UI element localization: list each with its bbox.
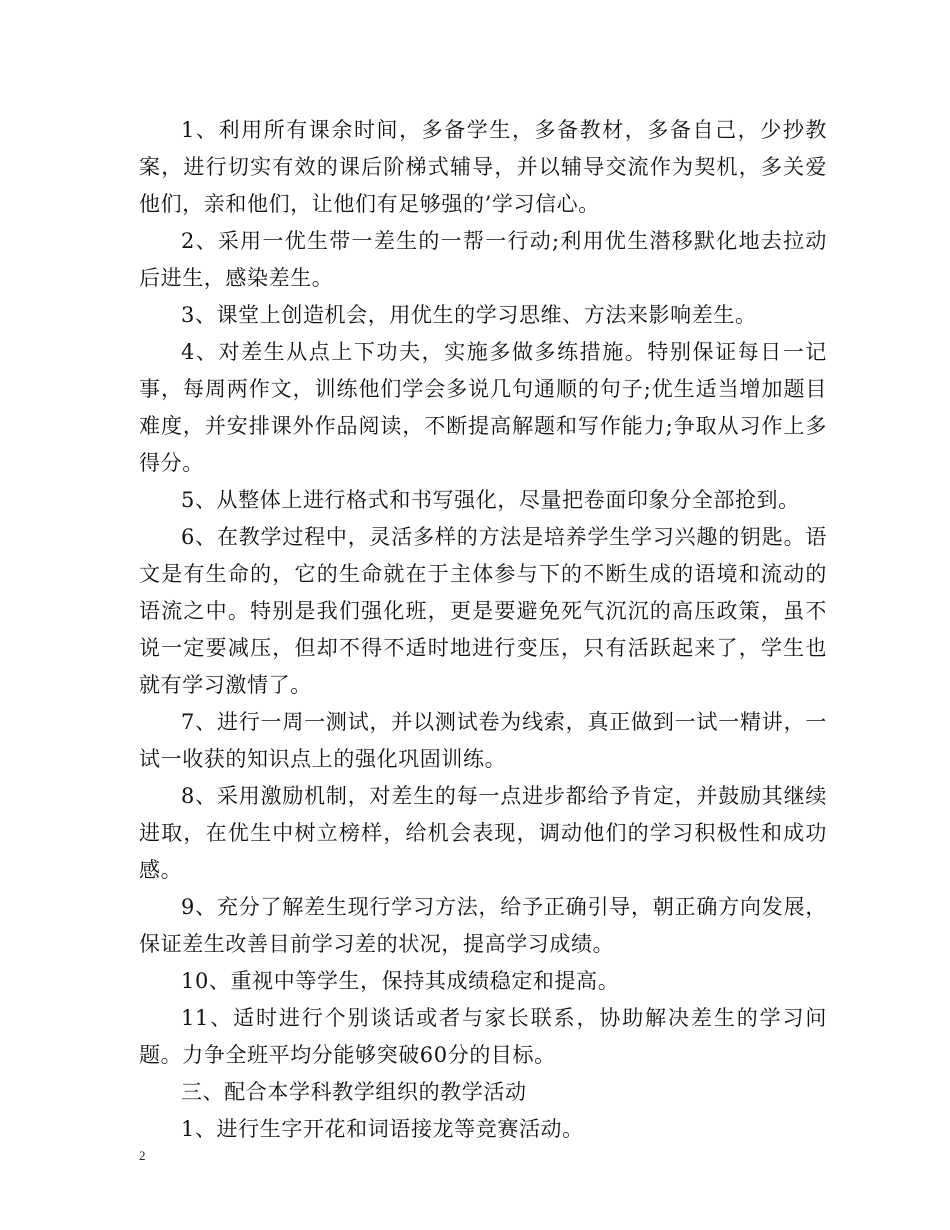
paragraph-5: 5、从整体上进行格式和书写强化，尽量把卷面印象分全部抢到。 [181, 488, 800, 512]
paragraph-11: 11、适时进行个别谈话或者与家长联系，协助解决差生的学习问题。力争全班平均分能够突破60分的目标。 [139, 1006, 827, 1067]
section-heading: 三、配合本学科教学组织的教学活动 [181, 1080, 527, 1104]
document-body [139, 112, 827, 1148]
paragraph-12: 1、进行生字开花和词语接龙等竞赛活动。 [181, 1117, 584, 1141]
paragraph-10: 10、重视中等学生，保持其成绩稳定和提高。 [181, 969, 620, 993]
paragraph-1: 1、利用所有课余时间，多备学生，多备教材，多备自己，少抄教案，进行切实有效的课后阶梯式辅导，并以辅导交流作为契机，多关爱他们，亲和他们，让他们有足够强的’学习信心。 [139, 118, 827, 216]
paragraph-7: 7、进行一周一测试，并以测试卷为线索，真正做到一试一精讲，一试一收获的知识点上的强化巩固训练。 [139, 710, 827, 771]
paragraph-6: 6、在教学过程中，灵活多样的方法是培养学生学习兴趣的钥匙。语文是有生命的，它的生命就在于主体参与下的不断生成的语境和流动的语流之中。特别是我们强化班，更是要避免死气沉沉的高压政策，虽不说一定要减压，但却不得不适时地进行变压，只有活跃起来了，学生也就有学习激情了。 [139, 525, 827, 697]
paragraph-8: 8、采用激励机制，对差生的每一点进步都给予肯定，并鼓励其继续进取，在优生中树立榜样，给机会表现，调动他们的学习积极性和成功感。 [139, 784, 827, 882]
paragraph-2: 2、采用一优生带一差生的一帮一行动;利用优生潜移默化地去拉动后进生，感染差生。 [139, 229, 827, 290]
page-number: 2 [139, 1148, 146, 1163]
paragraph-4: 4、对差生从点上下功夫，实施多做多练措施。特别保证每日一记事，每周两作文，训练他们学会多说几句通顺的句子;优生适当增加题目难度，并安排课外作品阅读，不断提高解题和写作能力;争取从习作上多得分。 [139, 340, 827, 475]
paragraph-9: 9、充分了解差生现行学习方法，给予正确引导，朝正确方向发展，保证差生改善目前学习差的状况，提高学习成绩。 [139, 895, 827, 956]
paragraph-3: 3、课堂上创造机会，用优生的学习思维、方法来影响差生。 [181, 303, 757, 327]
